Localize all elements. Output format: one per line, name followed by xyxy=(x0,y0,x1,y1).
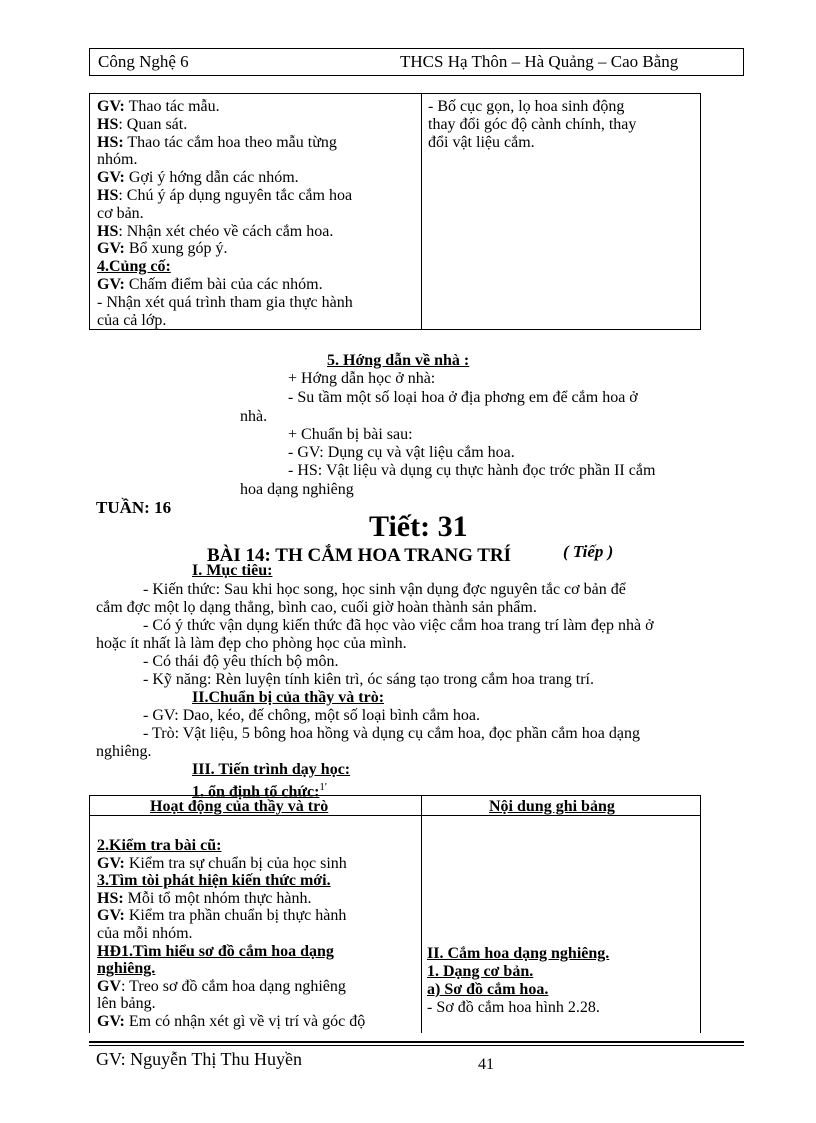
homework-line: - HS: Vật liệu và dụng cụ thực hành đọc trớc phần II cắm xyxy=(288,462,656,479)
preparation-line: - Trò: Vật liệu, 5 bông hoa hồng và dụng cụ cắm hoa, đọc phần cắm hoa dạng xyxy=(143,725,640,742)
week-label: TUẦN: 16 xyxy=(96,498,172,517)
cell-text: Gợi ý hớng dẫn các nhóm. xyxy=(124,169,299,187)
cell-text: lên bảng. xyxy=(97,995,156,1013)
cell-lead: HS: xyxy=(97,133,124,151)
cell-text: của mỗi nhóm. xyxy=(97,925,193,942)
cell-text: Kiểm tra phần chuẩn bị thực hành xyxy=(124,907,347,925)
homework-line: nhà. xyxy=(240,408,268,425)
cell-line xyxy=(97,960,155,978)
cell-text: Kiểm tra sự chuẩn bị của học sinh xyxy=(124,854,347,872)
cell-lead: HS: xyxy=(97,889,124,907)
cell-lead: GV: xyxy=(97,1013,125,1030)
cell-lead: GV: xyxy=(97,854,125,872)
header-school: THCS Hạ Thôn – Hà Quảng – Cao Bằng xyxy=(400,52,679,71)
cell-line xyxy=(97,1013,365,1031)
cell-text: - Nhận xét quá trình tham gia thực hành xyxy=(97,293,353,311)
cell-line xyxy=(97,294,353,312)
cell-lead: HĐ1.Tìm hiểu sơ đồ cắm hoa dạng xyxy=(97,942,334,960)
lesson-suffix: ( Tiếp ) xyxy=(563,542,614,561)
column-divider xyxy=(421,796,422,1033)
cell-line xyxy=(97,134,337,152)
process-heading: III. Tiến trình dạy học: xyxy=(192,761,351,778)
cell-line xyxy=(97,116,187,134)
header-subject: Công Nghệ 6 xyxy=(98,52,189,71)
cell-line xyxy=(97,872,331,890)
activity-table-top xyxy=(89,93,701,330)
process-sub-label: 1. ổn định tổ chức: xyxy=(192,783,320,801)
objective-line: - Kỹ năng: Rèn luyện tính kiên trì, óc sáng tạo trong cắm hoa trang trí. xyxy=(143,671,594,688)
cell-line xyxy=(97,890,311,908)
cell-lead: GV: xyxy=(97,907,125,925)
content-subheading: 1. Dạng cơ bản. xyxy=(427,963,534,980)
cell-line xyxy=(97,837,221,855)
cell-line xyxy=(97,943,334,961)
objective-line: - Có ý thức vận dụng kiến thức đã học vào việc cắm hoa trang trí làm đẹp nhà ở xyxy=(143,617,654,634)
cell-lead: GV: xyxy=(97,276,125,293)
cell-text: : Nhận xét chéo về cách cắm hoa. xyxy=(118,222,334,240)
cell-lead: nghiêng. xyxy=(97,960,156,978)
cell-lead: GV: xyxy=(97,240,125,258)
cell-lead: 2.Kiểm tra bài cũ: xyxy=(97,837,222,854)
process-sub-time: 1' xyxy=(319,781,327,793)
cell-text: Thao tác cắm hoa theo mẫu từng xyxy=(123,133,337,151)
col-header-content: Nội dung ghi bảng xyxy=(489,798,615,815)
cell-text: cơ bản. xyxy=(97,204,144,222)
footer-rule xyxy=(89,1045,744,1046)
cell-line xyxy=(97,855,347,873)
cell-lead: GV: xyxy=(97,169,125,187)
preparation-line: - GV: Dao, kéo, đế chông, một số loại bình cắm hoa. xyxy=(143,707,480,724)
cell-lead: 3.Tìm tòi phát hiện kiến thức mới. xyxy=(97,872,331,890)
cell-lead: GV: xyxy=(97,98,125,115)
homework-line: - Su tầm một số loại hoa ở địa phơng em để cắm hoa ở xyxy=(288,389,638,406)
content-subheading: a) Sơ đồ cắm hoa. xyxy=(427,981,549,998)
lesson-number: Tiết: 31 xyxy=(369,510,468,543)
footer-rule xyxy=(89,1041,744,1043)
cell-text: của cả lớp. xyxy=(97,311,167,329)
cell-line xyxy=(97,925,193,943)
column-divider xyxy=(421,94,422,329)
content-line: - Sơ đồ cắm hoa hình 2.28. xyxy=(427,999,600,1016)
cell-line: thay đổi góc độ cành chính, thay xyxy=(428,116,637,133)
cell-text: Mỗi tổ một nhóm thực hành. xyxy=(123,889,312,907)
objective-line: hoặc ít nhất là làm đẹp cho phòng học của mình. xyxy=(96,635,407,652)
page-header xyxy=(89,48,744,76)
cell-lead: 4.Củng cố: xyxy=(97,258,171,276)
objective-line: - Có thái độ yêu thích bộ môn. xyxy=(143,653,339,670)
objective-line: cắm đợc một lọ dạng thẳng, bình cao, cuối giờ hoàn thành sản phẩm. xyxy=(96,599,537,616)
cell-line xyxy=(97,312,166,330)
objective-line: - Kiến thức: Sau khi học song, học sinh vận dụng đợc nguyên tắc cơ bản để xyxy=(143,581,626,598)
cell-text: : Chú ý áp dụng nguyên tắc cắm hoa xyxy=(118,187,353,204)
cell-text: Thao tác mẫu. xyxy=(124,98,220,115)
cell-text: : Quan sát. xyxy=(118,115,188,133)
cell-line xyxy=(97,907,346,925)
cell-text: : Treo sơ đồ cắm hoa dạng nghiêng xyxy=(121,977,346,995)
homework-line: - GV: Dụng cụ và vật liệu cắm hoa. xyxy=(288,444,515,461)
cell-line: - Bố cục gọn, lọ hoa sinh động xyxy=(428,98,625,115)
cell-line xyxy=(97,98,220,116)
cell-line: đổi vật liệu cắm. xyxy=(428,134,535,151)
col-header-activities: Hoạt động của thầy và trò xyxy=(150,798,329,815)
homework-line: hoa dạng nghiêng xyxy=(240,481,354,498)
page-number: 41 xyxy=(478,1056,494,1073)
cell-lead: HS xyxy=(97,222,119,240)
cell-line xyxy=(97,240,228,258)
cell-text: Em có nhận xét gì về vị trí và góc độ xyxy=(124,1013,366,1030)
cell-line xyxy=(97,276,323,294)
preparation-line: nghiêng. xyxy=(96,743,152,760)
cell-line xyxy=(97,187,352,205)
cell-lead: GV xyxy=(97,977,121,995)
cell-text: Bổ xung góp ý. xyxy=(124,240,228,258)
cell-line xyxy=(97,978,346,996)
lesson-title: BÀI 14: TH CẮM HOA TRANG TRÍ xyxy=(207,545,512,566)
homework-heading: 5. Hớng dẫn về nhà : xyxy=(327,352,470,369)
cell-line xyxy=(97,258,171,276)
objectives-heading: I. Mục tiêu: xyxy=(192,562,273,579)
cell-lead: HS xyxy=(97,115,119,133)
cell-lead: HS xyxy=(97,187,119,204)
activity-table-bottom xyxy=(89,795,701,1033)
cell-line xyxy=(97,995,156,1013)
cell-line xyxy=(97,205,144,223)
homework-line: + Chuẩn bị bài sau: xyxy=(288,426,413,443)
cell-line xyxy=(97,169,299,187)
cell-text: nhóm. xyxy=(97,151,138,169)
cell-text: Chấm điểm bài của các nhóm. xyxy=(124,276,323,293)
preparation-heading: II.Chuẩn bị của thầy và trò: xyxy=(192,689,385,706)
cell-line xyxy=(97,151,137,169)
homework-line: + Hớng dẫn học ở nhà: xyxy=(288,370,436,387)
footer-teacher: GV: Nguyễn Thị Thu Huyền xyxy=(96,1049,302,1069)
cell-line xyxy=(97,223,333,241)
content-heading: II. Cắm hoa dạng nghiêng. xyxy=(427,945,610,962)
